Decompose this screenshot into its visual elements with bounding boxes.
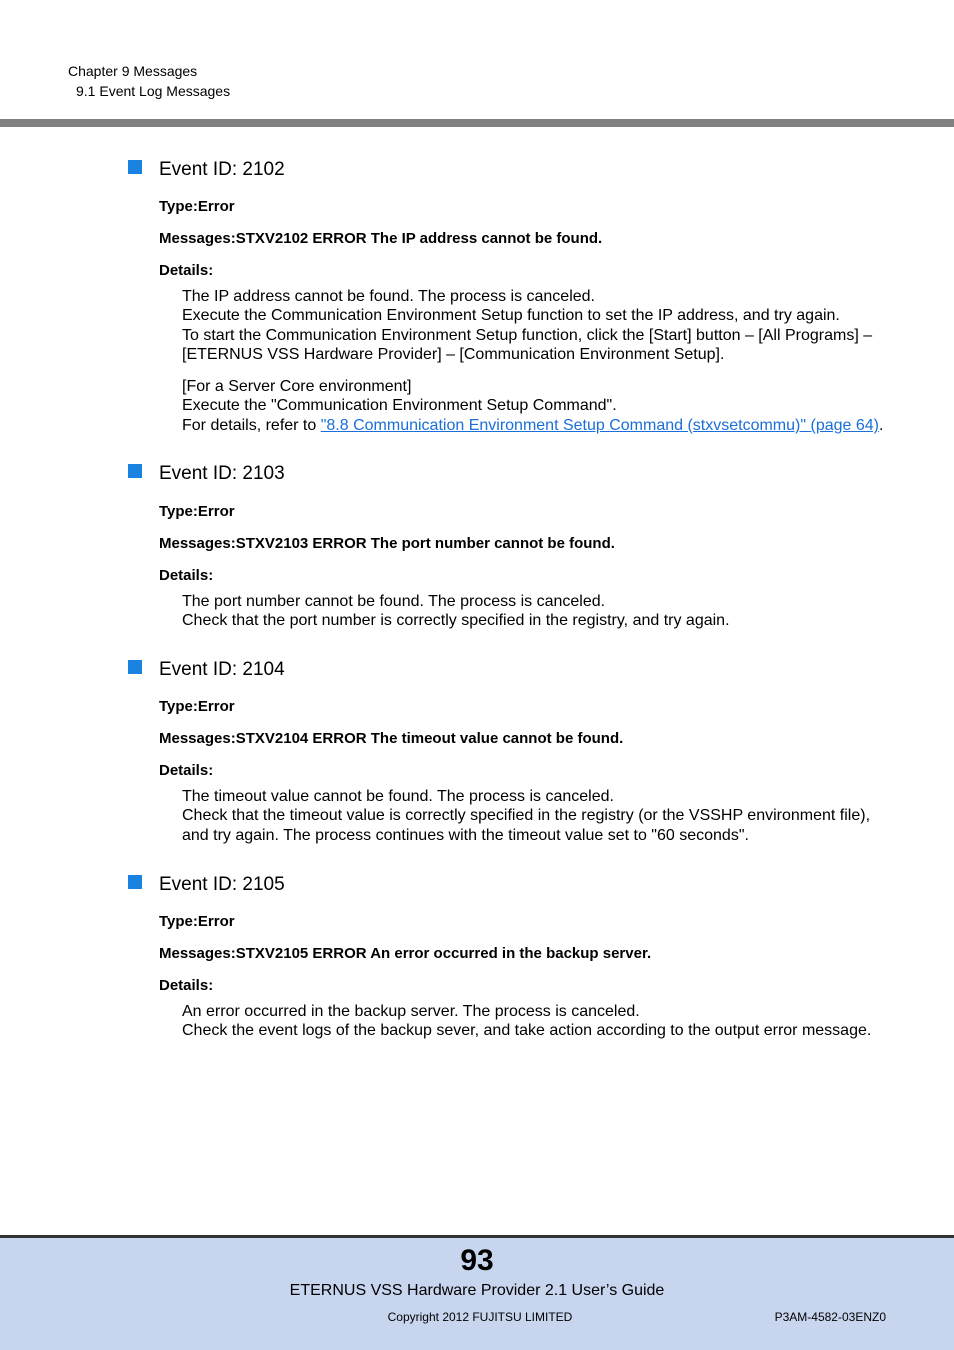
event-title: Event ID: 2104 [159,659,285,680]
server-core-text [182,377,883,435]
details-text [182,287,872,365]
details-line: [ETERNUS VSS Hardware Provider] – [Communication Environment Setup]. [182,346,725,364]
details-line: [For a Server Core environment] [182,378,412,395]
details-label: Details: [159,567,214,584]
event-type: Type:Error [159,198,235,215]
event-message: Messages:STXV2105 ERROR An error occurred in the backup server. [159,945,652,962]
details-line: The port number cannot be found. The process is canceled. [182,593,606,610]
details-line: Check that the timeout value is correctly specified in the registry (or the VSSHP environment file), [182,807,871,825]
header-divider [0,119,954,127]
event-type: Type:Error [159,913,235,930]
square-bullet-icon [128,160,142,174]
event-heading [128,159,285,181]
details-text [182,787,870,845]
details-label: Details: [159,262,214,279]
details-line: Execute the Communication Environment Setup function to set the IP address, and try again. [182,307,840,325]
event-title: Event ID: 2103 [159,463,285,484]
event-heading [128,659,285,681]
details-line: The IP address cannot be found. The process is canceled. [182,288,595,305]
details-line: and try again. The process continues with the timeout value set to "60 seconds". [182,826,749,844]
event-message: Messages:STXV2104 ERROR The timeout value cannot be found. [159,730,624,747]
event-type: Type:Error [159,698,235,715]
copyright: Copyright 2012 FUJITSU LIMITED [387,1310,573,1324]
details-line: Check the event logs of the backup sever, and take action according to the output error message. [182,1022,872,1040]
guide-title: ETERNUS VSS Hardware Provider 2.1 User’s Guide [289,1282,665,1299]
details-line: An error occurred in the backup server. The process is canceled. [182,1003,640,1020]
reference-prefix: For details, refer to [182,416,321,434]
reference-suffix: . [878,416,884,434]
details-label: Details: [159,762,214,779]
details-line: Check that the port number is correctly specified in the registry, and try again. [182,612,730,630]
details-text [182,1002,871,1041]
details-line: The timeout value cannot be found. The process is canceled. [182,788,614,805]
event-heading [128,874,285,896]
event-title: Event ID: 2102 [159,159,285,180]
square-bullet-icon [128,875,142,889]
page-footer [0,1235,954,1350]
event-title: Event ID: 2105 [159,874,285,895]
event-type: Type:Error [159,503,235,520]
event-message: Messages:STXV2103 ERROR The port number cannot be found. [159,535,615,552]
details-line: To start the Communication Environment Setup function, click the [Start] button – [All Programs] – [182,326,873,344]
details-line: Execute the "Communication Environment Setup Command". [182,397,617,415]
document-number: P3AM-4582-03ENZ0 [774,1310,886,1324]
footer-divider [0,1235,954,1238]
square-bullet-icon [128,464,142,478]
square-bullet-icon [128,660,142,674]
event-heading [128,463,285,485]
header-section: 9.1 Event Log Messages [76,83,231,99]
reference-line [182,416,883,435]
page-number: 93 [460,1244,494,1277]
event-message: Messages:STXV2102 ERROR The IP address cannot be found. [159,230,603,247]
details-label: Details: [159,977,214,994]
reference-link[interactable]: "8.8 Communication Environment Setup Command (stxvsetcommu)" (page 64) [320,416,879,434]
header-chapter: Chapter 9 Messages [68,63,198,79]
details-text [182,592,730,631]
